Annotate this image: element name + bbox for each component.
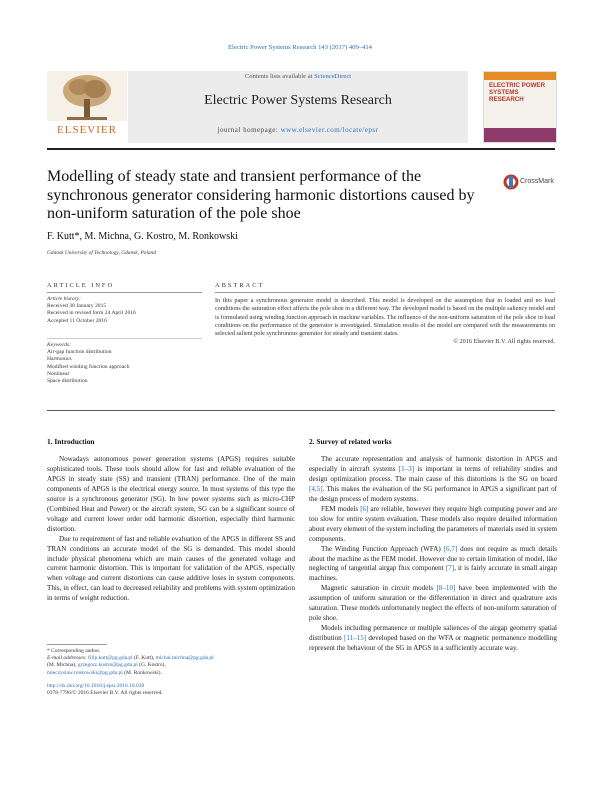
section-heading-survey: 2. Survey of related works — [309, 437, 392, 446]
email-owner: (F. Kutt), — [132, 655, 156, 662]
keyword-item: Harmonics — [47, 356, 72, 363]
keywords — [47, 342, 202, 385]
journal-reference[interactable]: Electric Power Systems Research 143 (2017) 409–414 — [228, 44, 372, 51]
citation-link[interactable]: [7] — [445, 564, 455, 573]
header-divider — [47, 148, 555, 150]
text: . This makes the evaluation of the SG performance in APGS a significant part of the design process of modern systems. — [309, 484, 557, 503]
citation-link[interactable]: [6,7] — [443, 544, 458, 553]
doi-link[interactable]: http://dx.doi.org/10.1016/j.epsr.2016.10.030 — [47, 682, 145, 689]
keyword-item: Air-gap function distribution — [47, 349, 112, 356]
paragraph — [309, 545, 557, 585]
keyword-item: Space distribution — [47, 378, 88, 385]
homepage-label: journal homepage: — [217, 126, 279, 134]
homepage-link[interactable]: www.elsevier.com/locate/epsr — [280, 126, 379, 134]
contents-prefix: Contents lists available at — [244, 73, 313, 80]
citation-link[interactable]: [11–15] — [343, 634, 367, 643]
paragraph: Due to requirement of fast and reliable evaluation of the APGS in different SS and TRAN conditions an accurate model of the SG is demanded. This model should include physical phenomena which are main causes of the generated voltage and current harmonic distortion. This is important for validation of the APGS, especially when voltage and current distortions can cause additive loses in system components. This, in effect, can lead to decreased reliability and problems with system optimization in terms of weight reduction. — [47, 534, 295, 603]
text: The accurate representation and analysis of harmonic distortion in APGS and especially in aircraft systems — [309, 455, 557, 473]
text: developed based on the WFA or magnetic permanence modelling represent the behaviour of the SG in APGS in a sufficiently accurate way. — [309, 634, 557, 653]
paragraph — [309, 505, 557, 545]
cover-top-band — [484, 72, 556, 80]
abstract-copyright: © 2016 Elsevier B.V. All rights reserved. — [453, 338, 555, 346]
crossmark-icon[interactable] — [503, 172, 519, 192]
introduction-body — [47, 455, 295, 604]
citation-link[interactable]: [6] — [360, 504, 369, 513]
email-owner: (G. Kostro), — [137, 662, 166, 669]
journal-title: Electric Power Systems Research — [204, 93, 392, 108]
paragraph — [309, 455, 557, 505]
sciencedirect-link[interactable]: ScienceDirect — [314, 73, 352, 80]
email-link[interactable]: grzegorz.kostro@pg.gda.pl — [77, 662, 138, 669]
text: is important in terms of reliability studies and design optimization process. The main cause of this distortions is the SG on board — [309, 464, 557, 483]
cover-title: ELECTRIC POWER SYSTEMS RESEARCH — [489, 82, 546, 103]
footnote-rule — [47, 644, 107, 645]
article-title: Modelling of steady state and transient performance of the synchronous generator considering harmonic distortions caused by non-uniform saturation of the pole shoe — [47, 168, 475, 222]
article-info-rule — [47, 292, 202, 293]
abstract-text: In this paper a synchronous generator model is described. This model is developed on the assumption that in loaded and no load conditions the saturation effect affects the pole shoe in a different way. The developed model is based on the multiple saliency model and is formulated using winding function approach in machine variables. The influence of the non-uniform saturation of the pole shoe in load conditions on the performance of the generator is investigated. Simulation results of the model are compared with the measurements on selected salient pole synchronous generator for steady and transient states. — [215, 297, 555, 338]
text: Models including permanence or multiple saliences of the airgap geometry spatial distribution — [309, 624, 557, 643]
history-revised: Received in revised form 24 April 2016 — [47, 310, 136, 317]
citation-link[interactable]: [1–3] — [398, 464, 415, 473]
paragraph — [309, 584, 557, 624]
section-heading-introduction: 1. Introduction — [47, 437, 95, 446]
cover-bottom-band — [484, 128, 556, 142]
journal-cover[interactable] — [483, 71, 557, 143]
contents-available — [128, 73, 468, 80]
keyword-item: Modified winding function approach — [47, 363, 130, 370]
article-history — [47, 296, 202, 325]
history-accepted: Accepted 11 October 2016 — [47, 317, 107, 324]
history-received: Received 30 January 2015 — [47, 303, 107, 310]
email-link[interactable]: michal.michna@pg.gda.pl — [155, 655, 214, 662]
footnotes — [47, 648, 297, 697]
email-owner: (M. Michna), — [47, 662, 78, 669]
text: are reliable, however they require high computing power and are too slow for entire system evaluation. These models also require detailed information about every element of the system including the parameters of materials used in system components. — [309, 504, 558, 543]
email-link[interactable]: mieczyslaw.ronkowski@pg.gda.pl — [47, 669, 123, 676]
crossmark-label[interactable]: CrossMark — [520, 178, 554, 185]
authors: F. Kutt*, M. Michna, G. Kostro, M. Ronkowski — [47, 231, 238, 242]
email-label: E-mail addresses: — [47, 655, 87, 662]
keyword-item: Nonlinear — [47, 370, 70, 377]
citation-link[interactable]: [8–10] — [436, 584, 456, 593]
history-rule — [47, 338, 202, 339]
abstract-rule — [215, 292, 555, 293]
email-addresses — [47, 655, 297, 677]
survey-body — [309, 455, 557, 654]
history-label: Article history: — [47, 296, 82, 302]
keywords-label: Keywords: — [47, 342, 72, 348]
paragraph: Nowadays autonomous power generation systems (APGS) requires suitable sophisticated tools. These tools should allow for fast and reliable evaluation of the APGS in steady state (SS) and transient (TRAN) performance. One of the main components of APGS is the electrical energy source. In most systems of this type the source is a synchronous generator (SG). In low power systems such as micro-CHP (Combined Heat and Power) or the aircraft system, SG can be a significant source of voltage and current lower order odd harmonic distortion, especially third harmonic distortion. — [47, 455, 295, 533]
text: Magnetic saturation in circuit models — [321, 584, 437, 593]
text: , it is fairly accurate in small airgap machines. — [309, 564, 558, 583]
text: FEM models — [321, 504, 361, 513]
paragraph — [309, 624, 557, 654]
email-owner: (M. Ronkowski). — [122, 669, 162, 676]
corresponding-author-note: * Corresponding author. — [47, 648, 101, 654]
journal-homepage — [128, 126, 468, 134]
body-divider — [47, 410, 555, 411]
citation-link[interactable]: [4,5] — [309, 484, 323, 493]
email-link[interactable]: filip.kutt@pg.gda.pl — [88, 655, 133, 662]
publisher-name: ELSEVIER — [57, 124, 117, 136]
abstract-heading: ABSTRACT — [215, 282, 265, 289]
article-info-heading: ARTICLE INFO — [47, 282, 115, 289]
text: does not require as much details about the machine as the FEM model. However due to certain limitation of model, like neglecting of tangential airgap flux component — [309, 544, 557, 573]
issn-copyright: 0378-7796/© 2016 Elsevier B.V. All rights reserved. — [47, 690, 163, 697]
affiliation: Gdansk University of Technology, Gdansk, Poland — [47, 250, 156, 256]
abstract — [215, 297, 555, 347]
text: The Winding Function Approach (WFA) — [321, 544, 444, 553]
text: have been implemented with the assumption of uniform saturation or the differentiation in direct and quadrature axis saturation. These models unfortunately neglect the effects of non-uniform saturation of pole shoe. — [309, 584, 557, 623]
